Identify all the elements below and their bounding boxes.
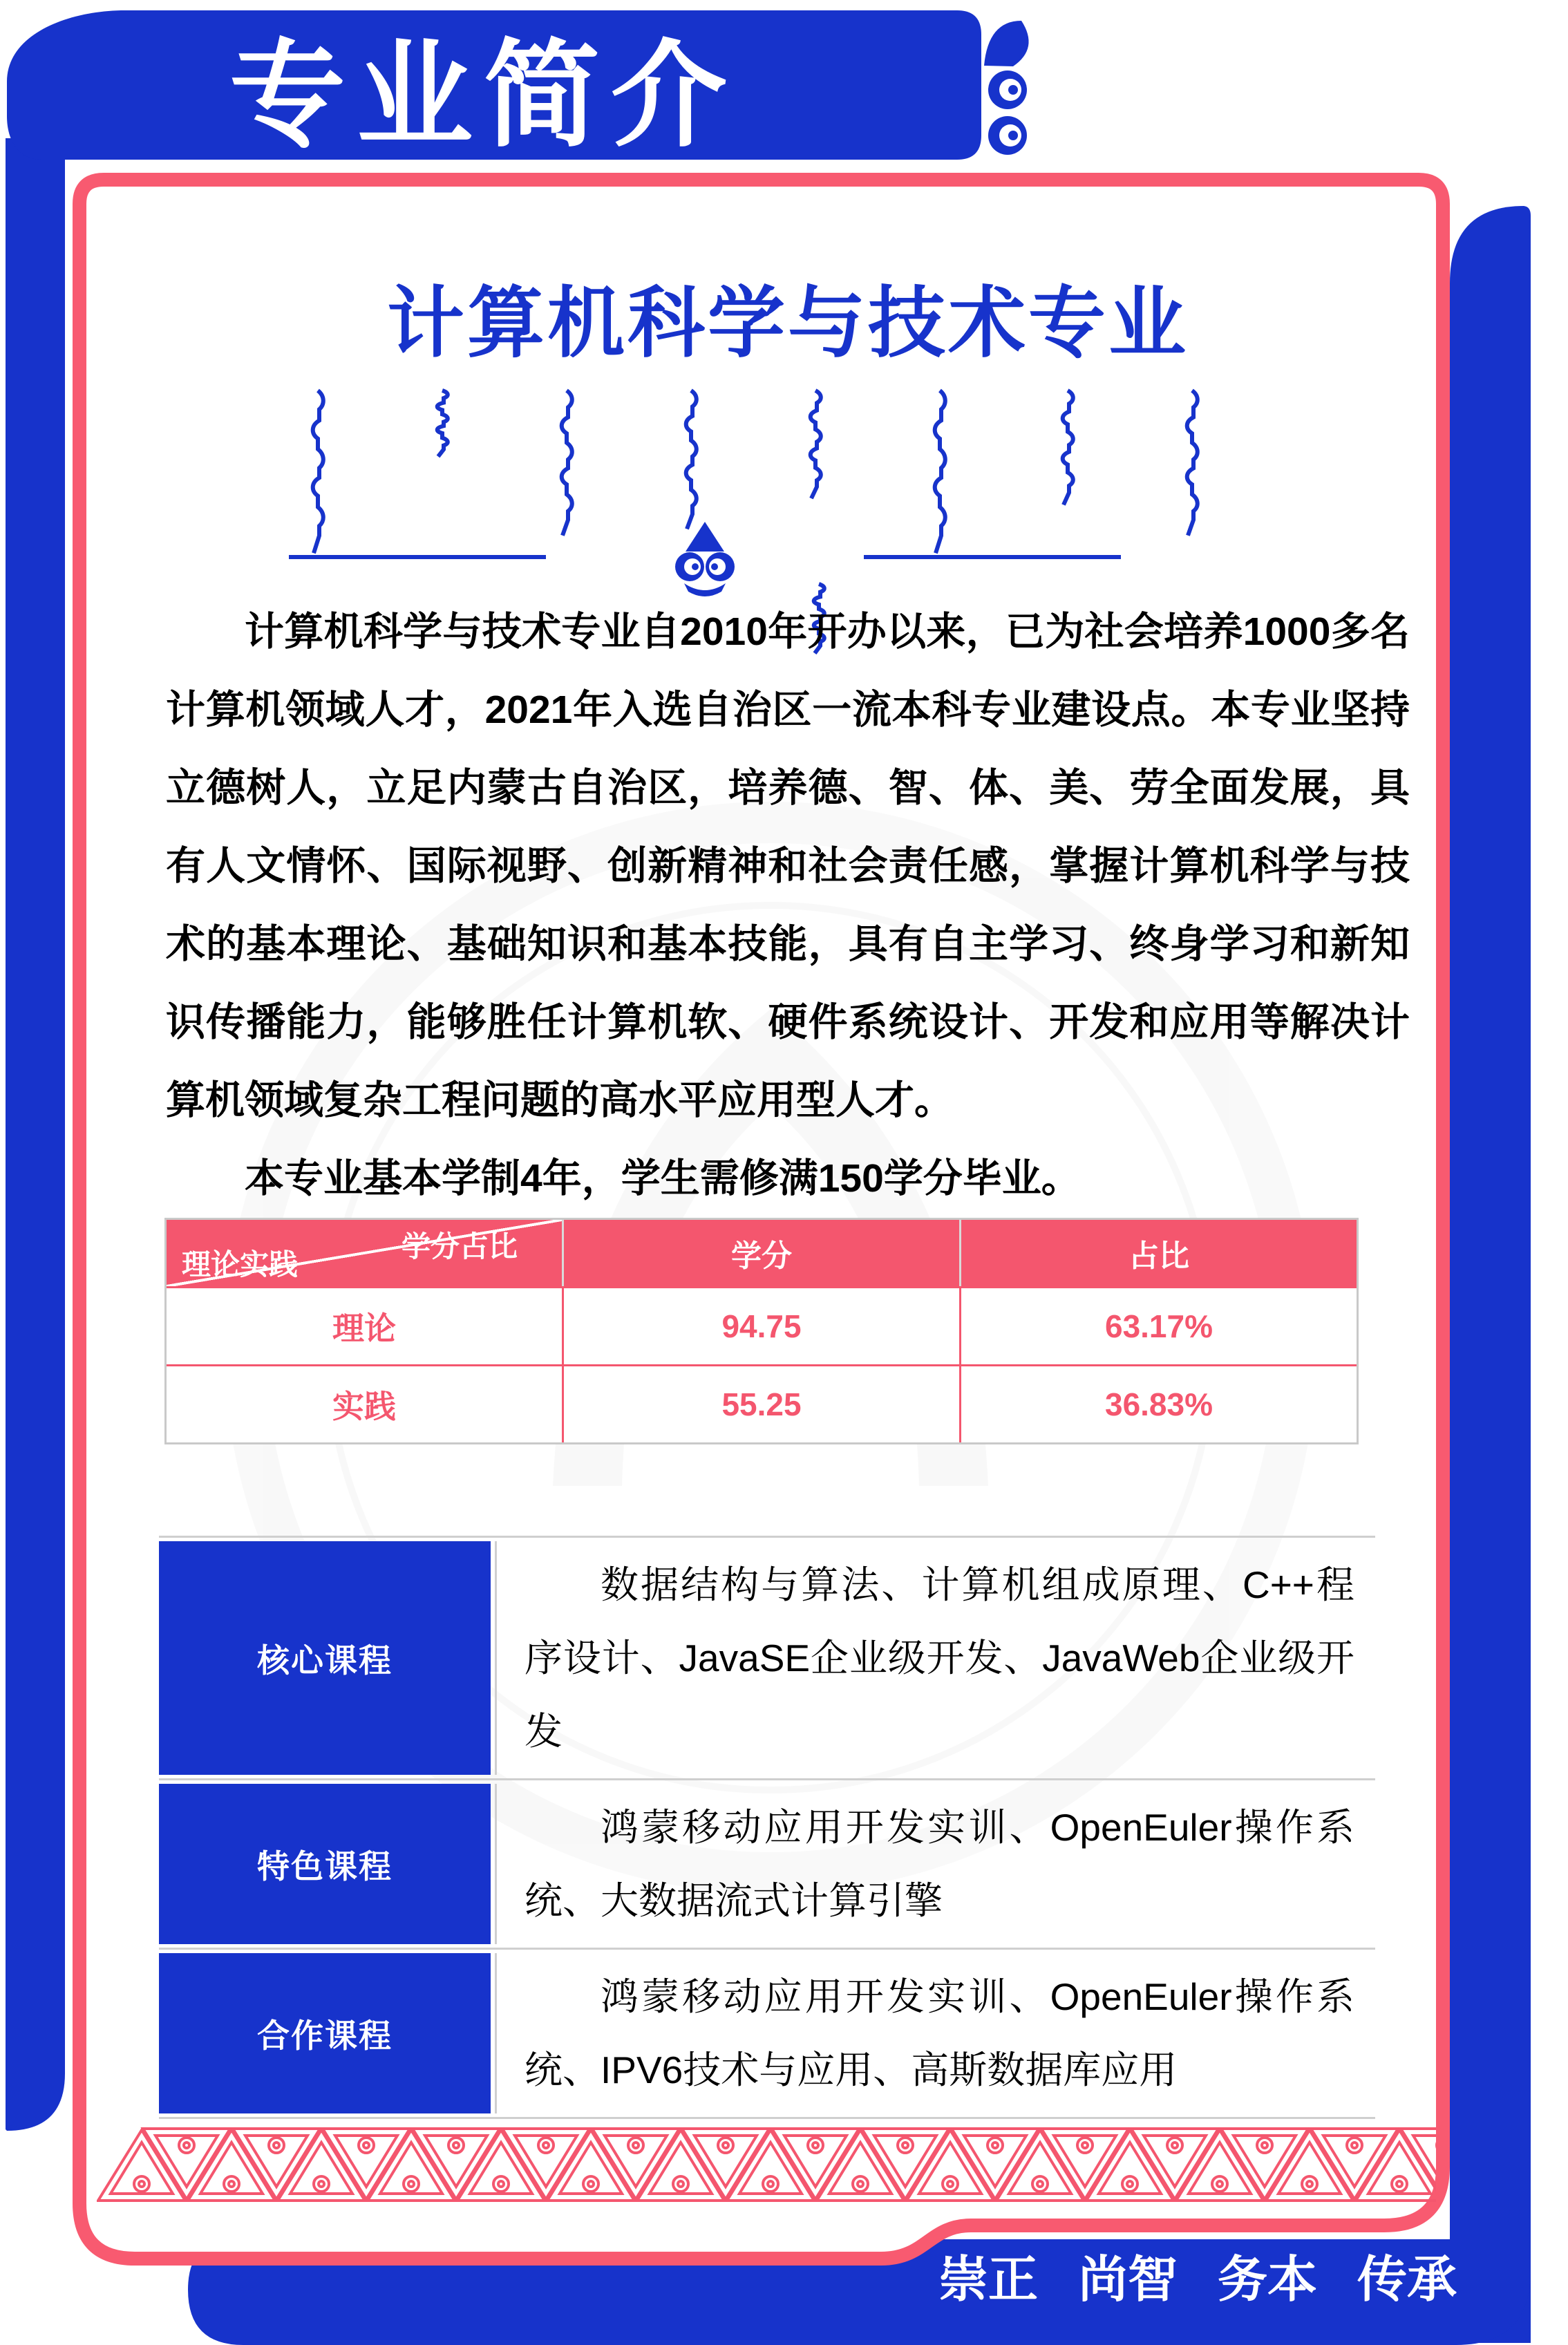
credit-table-col-ratio: 占比 [959, 1220, 1357, 1286]
course-row-cooperative [159, 1950, 1375, 2119]
row-label: 实践 [332, 1388, 396, 1424]
course-row-core [159, 1538, 1375, 1780]
motto-word: 崇正 [938, 2252, 1039, 2308]
course-description [495, 1953, 1375, 2113]
credit-table-col-credits: 学分 [562, 1220, 959, 1286]
table-row [167, 1364, 1357, 1442]
corner-label-bottom: 理论实践 [182, 1248, 299, 1281]
page-title: 计算机科学与技术专业 [387, 280, 1189, 366]
intro-paragraph-2: 本专业基本学制4年，学生需修满150学分毕业。 [245, 1156, 1081, 1200]
table-row [167, 1286, 1357, 1364]
motto-word: 尚智 [1078, 2252, 1178, 2308]
row-label: 理论 [332, 1310, 396, 1346]
motto-word: 传承 [1357, 2252, 1457, 2308]
right-band [1450, 206, 1531, 2343]
banner-title: 专业简介 [229, 30, 738, 160]
course-description [495, 1541, 1375, 1775]
left-band [6, 138, 65, 2131]
course-row-featured [159, 1780, 1375, 1950]
corner-label-top: 学分占比 [401, 1230, 518, 1263]
credit-ratio-table [164, 1218, 1359, 1444]
zigzag-pattern-band [97, 2123, 1436, 2206]
motto-word: 务本 [1218, 2252, 1318, 2308]
credit-table-corner-cell [167, 1220, 562, 1286]
row-ratio: 36.83% [959, 1366, 1357, 1442]
credit-table-header [167, 1220, 1357, 1286]
row-credits: 94.75 [562, 1288, 959, 1364]
intro-paragraph-1: 计算机科学与技术专业自2010年开办以来，已为社会培养1000多名计算机领域人才，2021年入选自治区一流本科专业建设点。本专业坚持立德树人，立足内蒙古自治区，培养德、智、体、美、劳全面发展，具有人文情怀、国际视野、创新精神和社会责任感，掌握计算机科学与技术的基本理论、基础知识和基本技能，具有自主学习、终身学习和新知识传播能力，能够胜任计算机软、硬件系统设计、开发和应用等解决计算机领域复杂工程问题的高水平应用型人才。 [166, 610, 1410, 1122]
course-label: 合作课程 [159, 1953, 491, 2113]
course-table [159, 1536, 1375, 2119]
course-description-text: 数据结构与算法、计算机组成原理、C++程序设计、JavaSE企业级开发、JavaWeb企业级开发 [525, 1563, 1354, 1753]
intro-section [166, 593, 1410, 1218]
course-description-text: 鸿蒙移动应用开发实训、OpenEuler操作系统、IPV6技术与应用、高斯数据库应用 [525, 1975, 1354, 2091]
course-description-text: 鸿蒙移动应用开发实训、OpenEuler操作系统、大数据流式计算引擎 [525, 1806, 1354, 1922]
course-description [495, 1784, 1375, 1944]
banner-scroll-icon [984, 21, 1029, 155]
course-label: 核心课程 [159, 1541, 491, 1775]
row-credits: 55.25 [562, 1366, 959, 1442]
footer-motto [938, 2239, 1457, 2311]
row-ratio: 63.17% [959, 1288, 1357, 1364]
course-label: 特色课程 [159, 1784, 491, 1944]
